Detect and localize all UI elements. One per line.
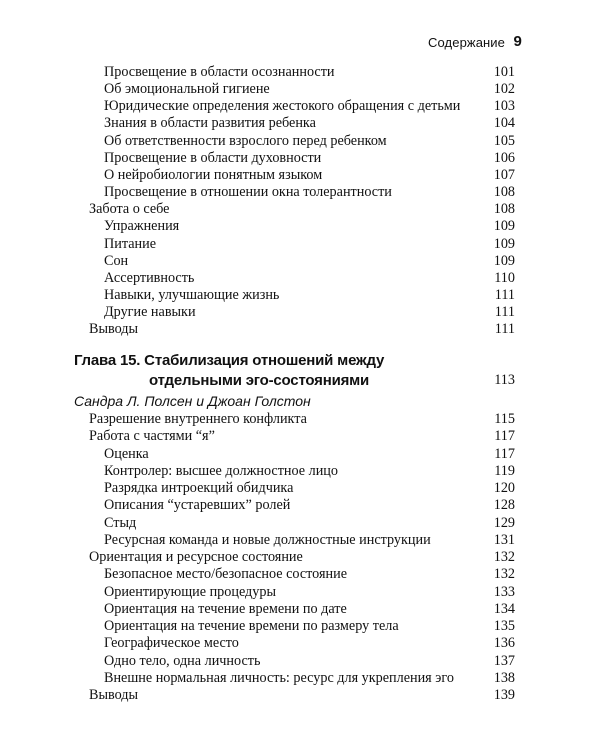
toc-entry-page: 105 — [493, 132, 515, 149]
toc-entry-title: Навыки, улучшающие жизнь — [104, 286, 280, 303]
toc-entry-title: Контролер: высшее должностное лицо — [104, 462, 338, 479]
toc-entry-title: Знания в области развития ребенка — [104, 115, 316, 132]
toc-entry-title: Географическое место — [104, 635, 239, 652]
toc-entry-title: Просвещение в отношении окна толерантности — [104, 184, 392, 201]
toc-entry-title: Ориентация на течение времени по размеру тела — [104, 618, 399, 634]
toc-entry-page: 119 — [494, 462, 515, 479]
toc-entry-title: Одно тело, одна личность — [104, 652, 261, 669]
toc-entry-page: 117 — [494, 445, 515, 462]
page-number: 9 — [513, 33, 522, 50]
toc-entry-title: Другие навыки — [104, 304, 196, 321]
toc-entry-title: Забота о себе — [89, 201, 170, 218]
toc-entry-title: Об ответственности взрослого перед ребенком — [104, 132, 387, 149]
toc-entry-page: 108 — [493, 201, 515, 218]
toc-entry-title: Ориентирующие процедуры — [104, 583, 276, 600]
toc-entry-title: Разрешение внутреннего конфликта — [89, 411, 307, 427]
toc-entry-page: 133 — [493, 583, 515, 600]
toc-entry-title: Работа с частями “я” — [89, 428, 215, 445]
toc-entry-title: Просвещение в области осознанности — [104, 64, 335, 80]
toc-entry-title: Об эмоциональной гигиене — [104, 81, 270, 98]
toc-entry-title: Ассертивность — [104, 269, 195, 286]
toc-entry-page: 111 — [494, 286, 515, 303]
toc-entry-title: Просвещение в области духовности — [104, 149, 322, 166]
toc-entry-page: 101 — [493, 64, 515, 80]
running-header — [428, 33, 522, 50]
toc-entry-page: 106 — [493, 149, 515, 166]
toc-entry-page: 132 — [493, 566, 515, 583]
toc-entry-page: 104 — [493, 115, 515, 132]
toc-entry-title: Ориентация и ресурсное состояние — [89, 549, 303, 565]
toc-entry-page: 135 — [493, 618, 515, 634]
toc-entry-title: Разрядка интроекций обидчика — [104, 480, 294, 496]
toc-entry-title: Стыд — [104, 514, 137, 531]
toc-entry-title: Выводы — [89, 687, 139, 703]
toc-entry-page: 103 — [493, 98, 515, 115]
chapter-title-line2: отдельными эго-состояниями — [149, 372, 370, 389]
toc-entry-page: 128 — [493, 497, 515, 514]
toc-entry-page: 137 — [493, 652, 515, 669]
chapter-title — [74, 351, 384, 391]
chapter-page-number: 113 — [494, 372, 515, 388]
toc-entry-page: 138 — [493, 669, 515, 686]
toc-entry-title: О нейробиологии понятным языком — [104, 166, 323, 183]
toc-entry-title: Оценка — [104, 445, 149, 462]
running-header-title: Содержание — [428, 35, 505, 50]
toc-entry-title: Описания “устаревших” ролей — [104, 497, 291, 514]
toc-entry-title: Питание — [104, 235, 156, 252]
toc-entry-title: Безопасное место/безопасное состояние — [104, 566, 347, 583]
toc-entry-page: 129 — [493, 514, 515, 531]
toc-entry-title: Юридические определения жестокого обращения с детьми — [104, 98, 461, 115]
toc-entry-page: 120 — [493, 480, 515, 496]
toc-entry-page: 111 — [494, 321, 515, 338]
toc-entry-page: 110 — [494, 269, 515, 286]
toc-entry-page: 134 — [493, 600, 515, 617]
toc-entry-page: 136 — [493, 635, 515, 652]
toc-entry-page: 139 — [493, 687, 515, 703]
chapter-authors: Сандра Л. Полсен и Джоан Голстон — [74, 393, 311, 409]
toc-entry-page: 115 — [494, 411, 515, 427]
toc-entry-page: 109 — [493, 252, 515, 269]
toc-entry-page: 109 — [493, 218, 515, 235]
toc-entry-page: 102 — [493, 81, 515, 98]
chapter-title-line1: Глава 15. Стабилизация отношений между — [74, 352, 385, 369]
toc-entry-page: 132 — [493, 549, 515, 565]
toc-entry-page: 108 — [493, 184, 515, 201]
toc-entry-title: Ресурсная команда и новые должностные инструкции — [104, 531, 431, 548]
toc-entry-page: 117 — [494, 428, 515, 445]
toc-entry-page: 111 — [494, 304, 515, 321]
toc-entry-title: Ориентация на течение времени по дате — [104, 600, 347, 617]
toc-entry-page: 109 — [493, 235, 515, 252]
toc-entry-page: 131 — [493, 531, 515, 548]
toc-entry-title: Выводы — [89, 321, 139, 338]
toc-entry-title: Внешне нормальная личность: ресурс для укрепления эго — [104, 669, 454, 686]
toc-entry-title: Сон — [104, 252, 129, 269]
toc-entry-title: Упражнения — [104, 218, 180, 235]
toc-entry-page: 107 — [493, 166, 515, 183]
